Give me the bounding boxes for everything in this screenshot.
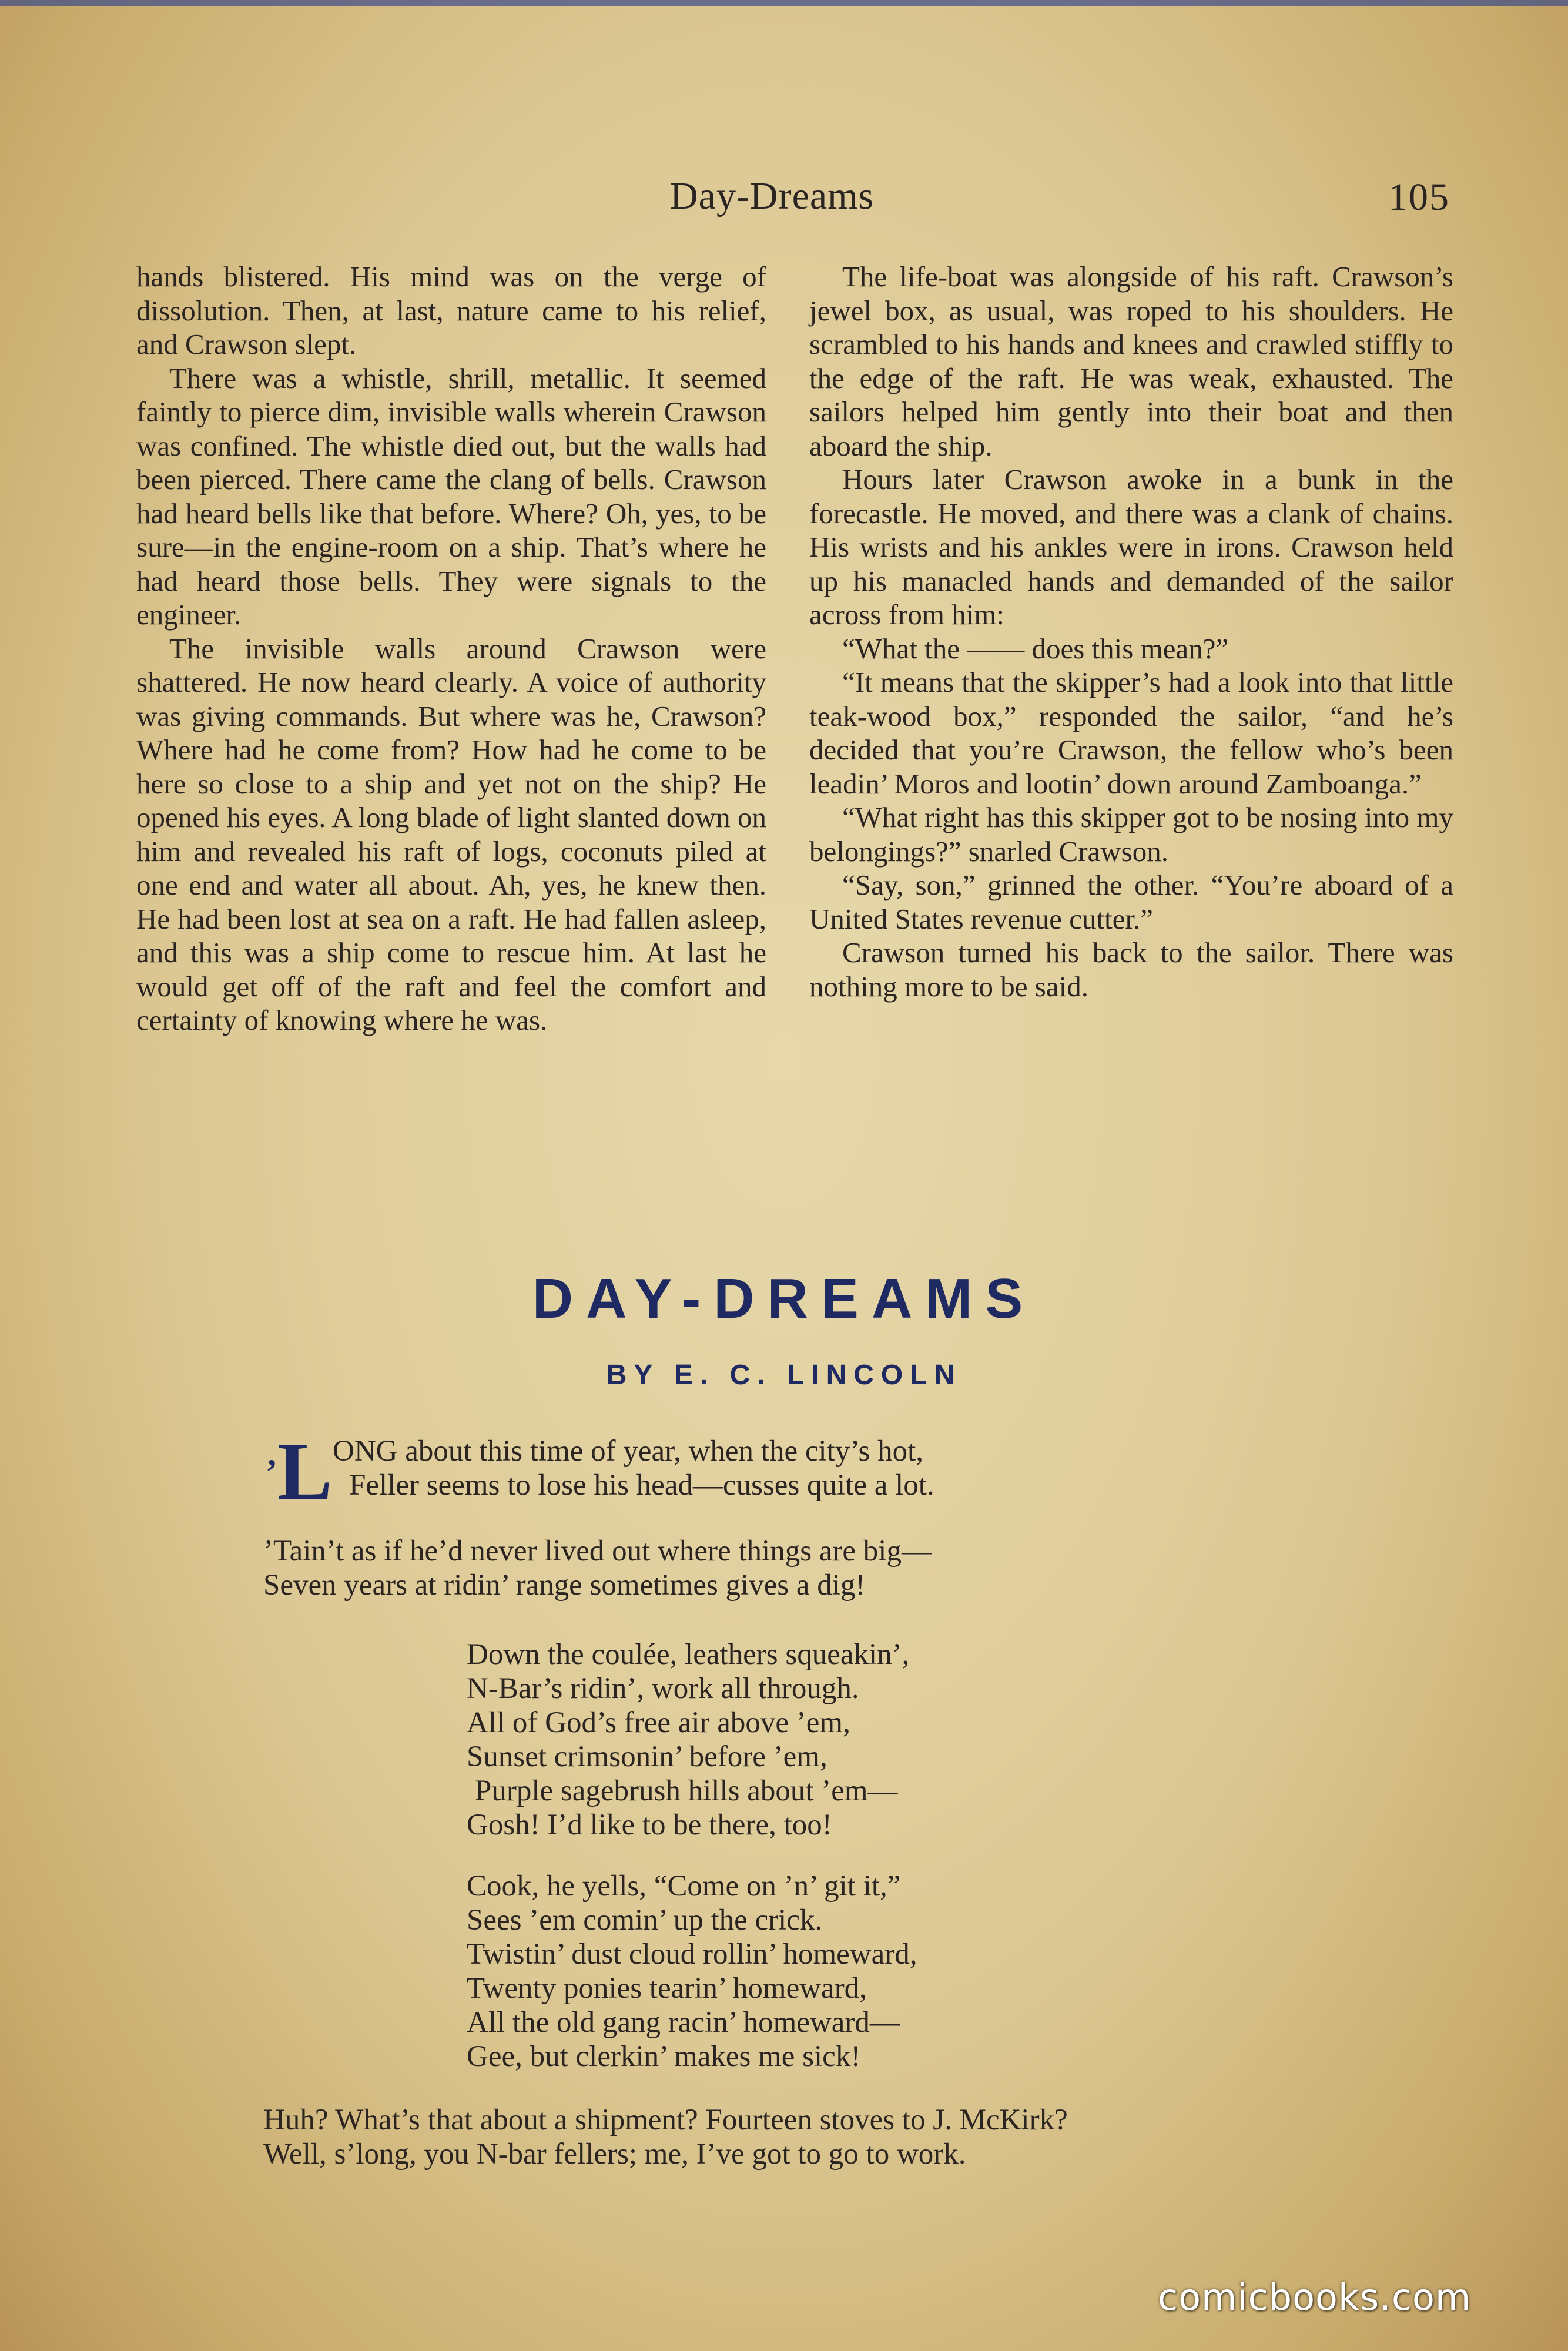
poem-line: All of God’s free air above ’em, <box>467 1706 850 1739</box>
poem-line: All the old gang racin’ homeward— <box>467 2006 900 2039</box>
drop-cap-letter: L <box>277 1426 333 1517</box>
poem-line: Purple sagebrush hills about ’em— <box>475 1774 898 1807</box>
paragraph: The life-boat was alongside of his raft. Crawson’s jewel box, as usual, was roped to his shoulders. He scrambled to his hands and knees and crawled stiffly to the edge of the raft. He was weak, exhausted. The sailors helped him gently into their boat and then aboard the ship. <box>809 260 1453 462</box>
poem-line: ONG about this time of year, when the city’s hot, <box>333 1435 924 1468</box>
poem-line: Well, s’long, you N-bar fellers; me, I’ve got to go to work. <box>263 2138 966 2171</box>
drop-cap <box>266 1426 333 1517</box>
poem-line: Sees ’em comin’ up the crick. <box>467 1904 823 1937</box>
paragraph: Hours later Crawson awoke in a bunk in the forecastle. He moved, and there was a clank of chains. His wrists and his ankles were in irons. Crawson held up his manacled hands and demanded of the sailor across from him: <box>809 463 1453 631</box>
paragraph: hands blistered. His mind was on the verge of dissolution. Then, at last, nature came to his relief, and Crawson slept. <box>136 260 766 360</box>
story-title: DAY-DREAMS <box>532 1267 1036 1330</box>
poem-line: Cook, he yells, “Come on ’n’ git it,” <box>467 1870 901 1903</box>
poem-line: Sunset crimsonin’ before ’em, <box>467 1740 827 1773</box>
poem-line: Gosh! I’d like to be there, too! <box>467 1809 832 1841</box>
watermark-logo: comicbooks.com <box>1158 2276 1472 2319</box>
running-head <box>0 174 1568 227</box>
paragraph: Crawson turned his back to the sailor. There was nothing more to be said. <box>809 936 1453 1003</box>
story-byline: BY E. C. LINCOLN <box>606 1359 962 1391</box>
paragraph: “It means that the skipper’s had a look into that little teak-wood box,” responded the sailor, “and he’s decided that you’re Crawson, the fellow who’s been leadin’ Moros and lootin’ down around Zamboanga.” <box>809 666 1453 800</box>
poem-line: ’Tain’t as if he’d never lived out where things are big— <box>263 1535 932 1568</box>
left-column <box>136 260 766 1037</box>
poem-line: Twenty ponies tearin’ homeward, <box>467 1972 867 2005</box>
paragraph: “What the —— does this mean?” <box>842 632 1229 665</box>
right-column <box>809 260 1453 1003</box>
poem-stanza-3 <box>467 1637 909 1842</box>
poem-stanza-5 <box>263 2103 1068 2171</box>
running-head-title: Day-Dreams <box>670 175 875 217</box>
paragraph: The invisible walls around Crawson were shattered. He now heard clearly. A voice of authority was giving commands. But where was he, Crawson? Where had he come from? How had he come to be here so close to a ship and yet not on the ship? He opened his eyes. A long blade of light slanted down on him and revealed his raft of logs, coconuts piled at one end and water all about. Ah, yes, he knew then. He had been lost at sea on a raft. He had fallen asleep, and this was a ship come to rescue him. At last he would get off of the raft and feel the comfort and certainty of knowing where he was. <box>136 632 766 1036</box>
drop-cap-apostrophe: ’ <box>266 1452 277 1491</box>
poem-line: Huh? What’s that about a shipment? Fourteen stoves to J. McKirk? <box>263 2104 1068 2136</box>
page-number: 105 <box>1388 176 1450 219</box>
poem-stanza-4 <box>467 1869 917 2074</box>
poem-stanza-2 <box>263 1534 932 1602</box>
poem-line: Down the coulée, leathers squeakin’, <box>467 1638 910 1671</box>
paragraph: There was a whistle, shrill, metallic. It seemed faintly to pierce dim, invisible walls wherein Crawson was confined. The whistle died out, but the walls had been pierced. There came the clang of bells. Crawson had heard bells like that before. Where? Oh, yes, to be sure—in the engine-room on a ship. That’s where he had heard those bells. They were signals to the engineer. <box>136 361 766 631</box>
poem-line: Twistin’ dust cloud rollin’ homeward, <box>467 1938 917 1971</box>
poem-line: Feller seems to lose his head—cusses quite a lot. <box>349 1469 934 1502</box>
poem-line: N-Bar’s ridin’, work all through. <box>467 1672 859 1705</box>
poem-line: Gee, but clerkin’ makes me sick! <box>467 2040 861 2073</box>
poem-stanza-1 <box>263 1426 934 1517</box>
poem-line: Seven years at ridin’ range sometimes gives a dig! <box>263 1569 866 1602</box>
page-edge-band <box>0 0 1568 6</box>
paragraph: “Say, son,” grinned the other. “You’re aboard of a United States revenue cutter.” <box>809 869 1453 935</box>
paragraph: “What right has this skipper got to be nosing into my belongings?” snarled Crawson. <box>809 801 1453 868</box>
